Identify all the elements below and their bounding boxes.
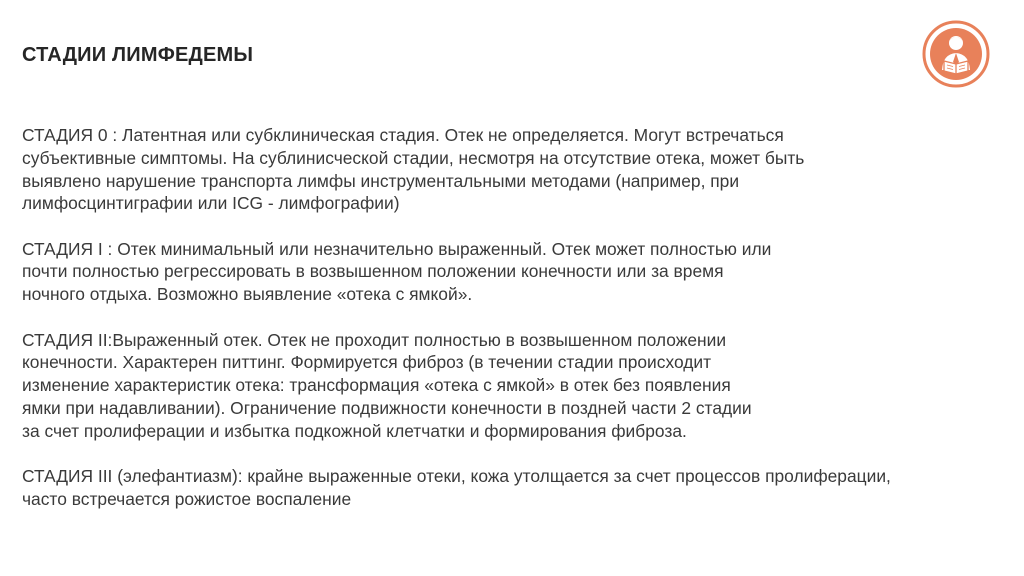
slide-title: СТАДИИ ЛИМФЕДЕМЫ [22, 44, 254, 66]
doctor-reading-book-icon [922, 20, 990, 88]
stage-1-line: СТАДИЯ I : Отек минимальный или незначительно выраженный. Отек может полностью или [22, 238, 772, 259]
stage-1-line: ночного отдыха. Возможно выявление «отека с ямкой». [22, 284, 473, 305]
stage-0-line: лимфосцинтиграфии или ICG - лимфографии) [22, 193, 400, 214]
stage-1-line: почти полностью регрессировать в возвышенном положении конечности или за время [22, 261, 724, 282]
stage-2-line: ямки при надавливании). Ограничение подвижности конечности в поздней части 2 стадии [22, 397, 752, 418]
stage-0-line: субъективные симптомы. На сублинисческой стадии, несмотря на отсутствие отека, может быть [22, 147, 805, 168]
stage-0-line: СТАДИЯ 0 : Латентная или субклиническая стадия. Отек не определяется. Могут встречаться [22, 125, 784, 145]
stage-0-line: выявлено нарушение транспорта лимфы инструментальными методами (например, при [22, 170, 740, 191]
stage-1-paragraph [22, 238, 1012, 306]
stage-3-line: часто встречается рожистое воспаление [22, 488, 352, 509]
stage-2-line: конечности. Характерен питтинг. Формируется фиброз (в течении стадии происходит [22, 352, 712, 373]
stage-2-line: изменение характеристик отека: трансформация «отека с ямкой» в отек без появления [22, 375, 731, 396]
stage-0-paragraph [22, 124, 1012, 215]
stages-text [22, 124, 1012, 533]
stage-2-line: за счет пролиферации и избытка подкожной клетчатки и формирования фиброза. [22, 420, 687, 441]
stage-2-paragraph [22, 329, 1012, 443]
stage-3-paragraph [22, 465, 1012, 511]
stage-3-line: СТАДИЯ III (элефантиазм): крайне выраженные отеки, кожа утолщается за счет процессов пролиферации, [22, 466, 891, 487]
stage-2-line: СТАДИЯ II:Выраженный отек. Отек не проходит полностью в возвышенном положении [22, 329, 727, 350]
